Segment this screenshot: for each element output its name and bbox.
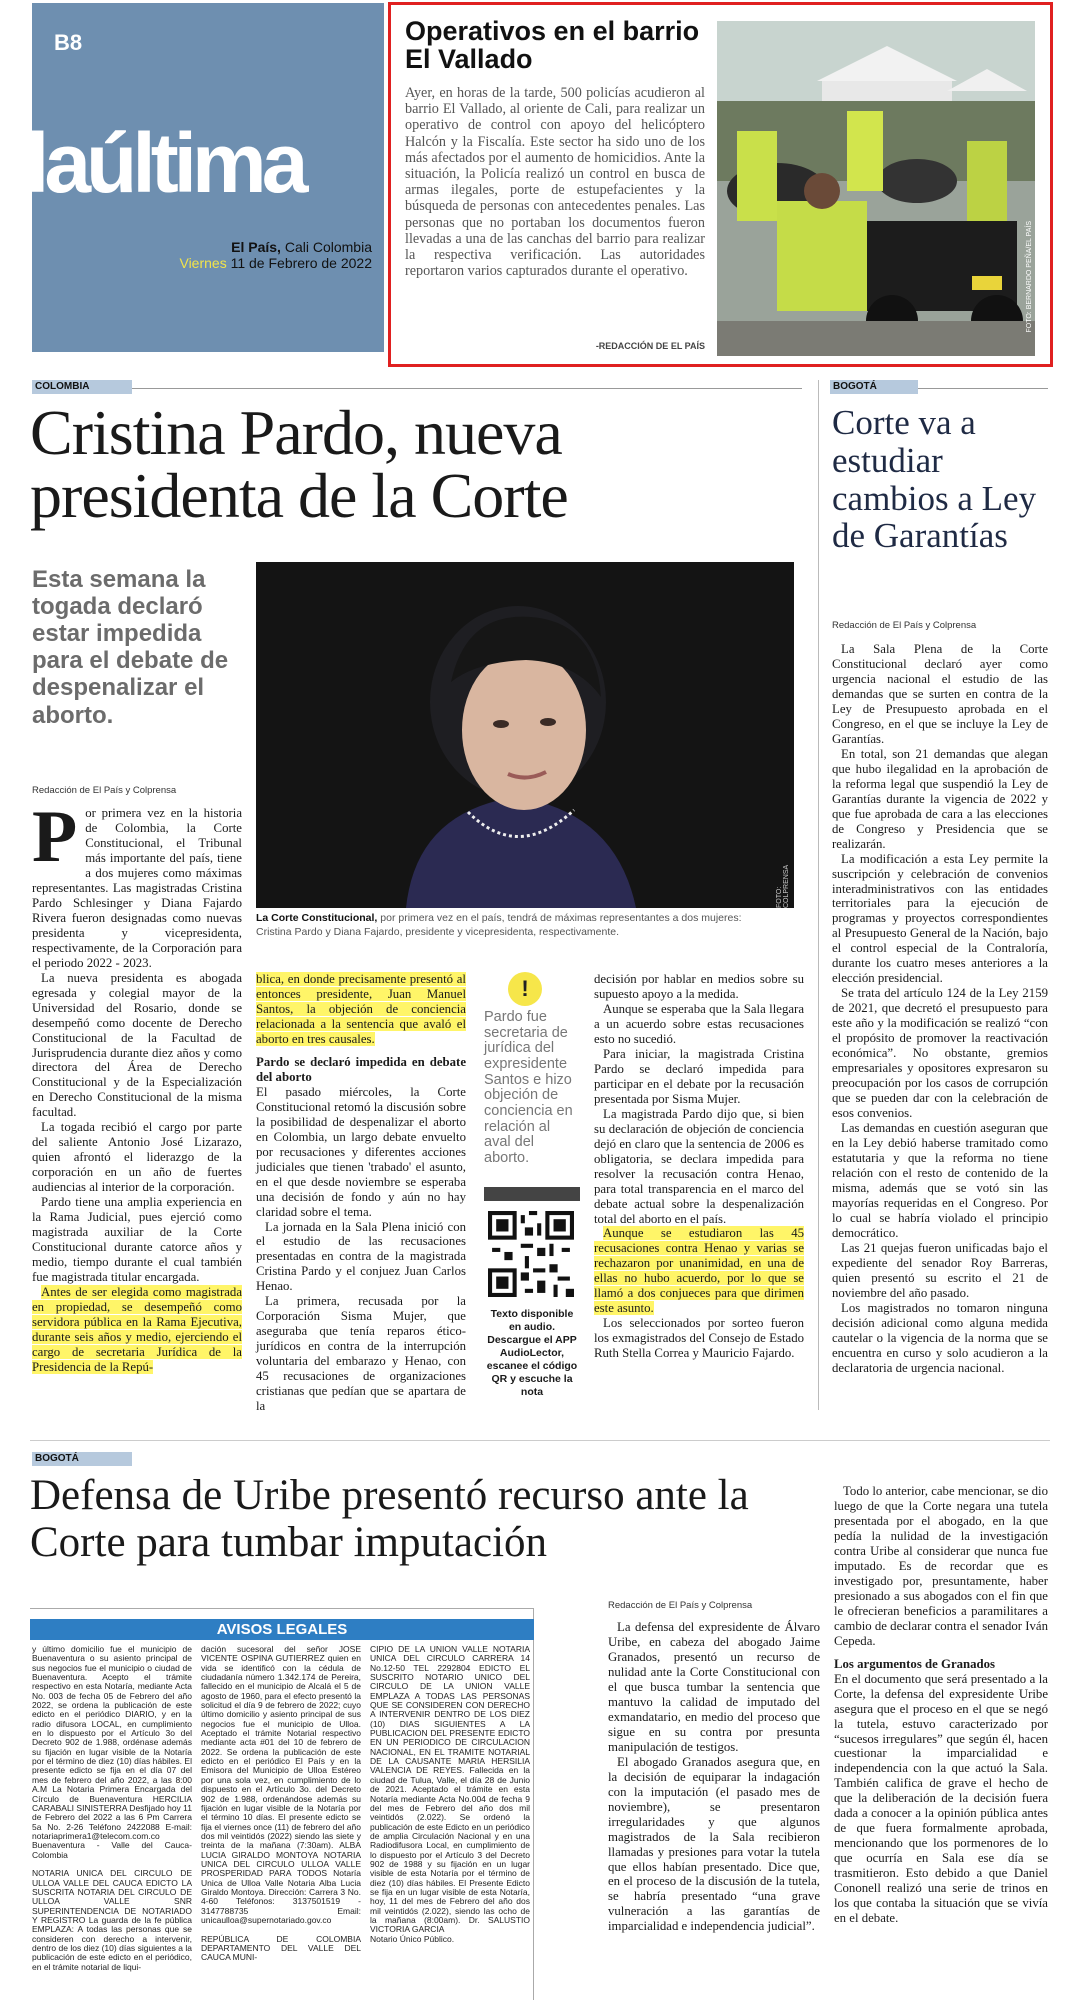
divider — [918, 388, 1048, 389]
paragraph: Se trata del artículo 124 de la Ley 2159 de 2021, que decretó el presupuesto para este año y la modificación se realizó “con el propósito de promover la reactivación económica”. No obstante, gremios empresariales y opositores expresaron su preocupación por los casos de corrupción que se pueden dar con la celebración de esos convenios. — [832, 986, 1048, 1121]
legal-notices — [30, 1608, 534, 2000]
paragraph: La jornada en la Sala Plena inició con el estudio de las recusaciones presentadas en contra de la magistrada Cristina Pardo y el conjuez Juan Carlos Henao. — [256, 1219, 466, 1294]
bottom-headline: Defensa de Uribe presentó recurso ante la Corte para tumbar imputación — [30, 1472, 749, 1567]
paragraph: Las demandas en cuestión aseguran que en la Ley debió haberse tramitado como estatutaria y que la reforma no tiene relación con el resto de contenido de la misma, además que se votó sin las mayorías requeridas en el Congreso. Por lo cual se habría violado el principio democrático. — [832, 1121, 1048, 1240]
paragraph: Todo lo anterior, cabe mencionar, se dio luego de que la Corte negara una tutela presentada por el abogado, en la que pedía la nulidad de la investigación contra Uribe al considerar que nunca fue imputado. Es de recordar que es investigado por, presuntamente, haber presionado a sus abogados con el fin que le ofrecieran beneficios a paramilitares a cambio de declarar contra el senador Iván Cepeda. — [834, 1484, 1048, 1648]
qr-instructions: Texto disponible en audio. Descargue el APP AudioLector, escanee el código QR y escuche la nota — [486, 1307, 578, 1399]
subheading: Los argumentos de Granados — [834, 1656, 996, 1671]
paragraph: La primera, recusada por la Corporación Sisma Mujer, que aseguraba que tenía reparos ético-jurídicos en contra de la interrupción voluntaria del embarazo y Henao, con 45 recusaciones de organizaciones cristianas que pedían que se apartara de la — [256, 1294, 466, 1414]
masthead — [26, 3, 384, 352]
paragraph: La nueva presidenta es abogada egresada y colegial mayor de la Universidad del Rosario, donde se desempeñó como docente de Derecho Constitucional de la Facultad de Jurisprudencia durante diez años y como directora del Área de Derecho Constitucional y de la Especialización en Derecho Constitucional de la misma facultad. — [32, 970, 242, 1120]
paragraph: El abogado Granados asegura que, en la decisión de equiparar la indagación con la imputación (el pasado mes de noviembre), se presentaron irregularidades y que algunos magistrados de la Sala recibieron llamadas y presiones para votar la tutela que ellos habían presentado. Dice que, en el proceso de la discusión de la tutela, se habría presentado “una grave vulneración a las garantías de imparcialidad e independencia judicial”. — [608, 1754, 820, 1934]
paragraph: En el documento que será presentado a la Corte, la defensa del expresidente Uribe asegura que el proceso en el que se negó la tutela, estuvo caracterizado por “sucesos irregulares” que según él, hacen cuestionar la imparcialidad e independencia con la que actuó la Sala. También califica de grave el hecho de que la deliberación de la decisión fuera dada a conocer a la opinión pública antes de que fuera formalmente aprobada, mencionando que los pormenores de lo que ocurría en Sala ese día se trasmitieron. Esto debido a que Daniel Cononell realizó una serie de trinos en los que contaba la situación que se vivía en el debate. — [834, 1671, 1048, 1926]
section-tag: BOGOTÁ — [32, 1452, 132, 1466]
byline: Redacción de El País y Colprensa — [608, 1600, 753, 1611]
highlighted-paragraph: Aunque se estudiaron las 45 recusaciones contra Henao y varias se rechazaron por unanimidad, en una de ellas no hubo acuerdo, por lo que se llamó a dos conjueces para que dirimen este asunto. — [594, 1226, 804, 1316]
box-title: Operativos en el barrio El Vallado — [405, 16, 700, 75]
legal-notice-column-2: dación sucesoral del señor JOSE VICENTE OSPINA GUTIERREZ quien en vida se identificó con la cédula de ciudadanía número 1.342.174 de Pereira, fallecido en el municipio de Alcalá el 5 de agosto de 1960, para el efecto presentó la solicitud el día 9 de febrero de 2022; cuyo último domicilio y asiento principal de sus negocios fue el municipio de Ulloa. Aceptado el trámite Notarial respectivo mediante acta #01 del 10 de febrero de 2022. Se ordena la publicación de este edicto en el periódico El País y en la Emisora del Municipio de Ulloa Estéreo por una sola vez, en cumplimiento de lo dispuesto en el Artículo 3o. del Decreto 902 de 1.988, ordenándose además su fijación en lugar visible de la Notaría por el término 10 días. El presente edicto se fija el viernes once (11) de febrero del año dos mil veintidós (2022) siendo las siete y treinta de la mañana (7:30am). ALBA LUCIA GIRALDO MONTOYA NOTARIA UNICA DEL CIRCULO ULLOA VALLE PROSPERIDAD PARA TODOS Notaría Unica de Ulloa Valle Notaria Alba Lucia Giraldo Montoya. Dirección: Carrera 3 No. 4-60 Teléfonos: 3137501519 - 3147788735 Email: unicaulloa@supernotariado.gov.co REPÚBLICA DE COLOMBIA DEPARTAMENTO DEL VALLE DEL CAUCA MUNI- — [201, 1645, 361, 1963]
photo-credit: FOTO: COLPRENSA — [776, 864, 790, 908]
photo-caption — [256, 912, 776, 939]
section-tag: COLOMBIA — [32, 380, 132, 394]
paragraph: La defensa del expresidente de Álvaro Uribe, en cabeza del abogado Jaime Granados, presentó un recurso de nulidad ante la Corte Constitucional con el que busca tumbar la sentencia que mantuvo la calidad de imputado del exmandatario, en medio del proceso que sigue en su contra por presunta manipulación de testigos. — [608, 1620, 820, 1754]
highlighted-paragraph: blica, en donde precisamente presentó al entonces presidente, Juan Manuel Santos, la objeción de conciencia relacionada a la sentencia que avaló el aborto en tres causales. — [256, 972, 466, 1046]
highlighted-paragraph: Antes de ser elegida como magistrada en propiedad, se desempeñó como servidora pública en la Rama Ejecutiva, durante seis años y medio, ejerciendo el cargo de secretaria Jurídica de la Presidencia de la Repú- — [32, 1285, 242, 1374]
section-logo: laúltima — [26, 116, 304, 210]
divider — [484, 1187, 580, 1201]
paragraph: La Sala Plena de la Corte Constitucional declaró ayer como urgencia nacional el estudio de las demandas que se surten en contra de la Ley de Presupuesto aprobada en el Congreso, en el que se incluye la Ley de Garantías. — [832, 642, 1048, 746]
main-column-1 — [32, 796, 242, 1375]
side-article-body — [832, 642, 1048, 1375]
subheading: Pardo se declaró impedida en debate del aborto — [256, 1054, 466, 1084]
legal-notice-column-1: y último domicilio fue el municipio de Buenaventura o su asiento principal de sus negocios fue el municipio o ciudad de Buenaventura. Acepto el trámite respectivo en esta Notaría, mediante Acta No. 003 de fecha 05 de Febrero del año 2022, se ordena la publicación de este edicto en el periódico DIARIO, y en la radio difusora LOCAL, en cumplimiento en lo dispuesto por el Artículo 3o del Decreto 902 de 1.988, ordénase además su fijación en lugar visible de la Notaría por el término de diez (10) días hábiles. El presente edicto se fija en el día 07 del mes de febrero del año 2022, a las 8:00 A.M La Notaria Primera Encargada del Círculo de Buenaventura HERCILIA CARABALI SINISTERRA Desfijado hoy 11 de Febrero del 2022 a las 6 Pm Carrera 5a No. 2-26 Teléfono 2422088 E-mail: notariaprimera1@telecom.com.co Buenaventura - Valle del Cauca- Colombia NOTARIA UNICA DEL CIRCULO DE ULLOA VALLE DEL CAUCA EDICTO LA SUSCRITA NOTARIA DEL CIRCULO DE ULLOA VALLE SNR SUPERINTENDENCIA DE NOTARIADO Y REGISTRO La guarda de la fe pública EMPLAZA: A todas las personas que se consideren con derecho a intervenir, dentro de los diez (10) días siguientes a la publicación de este edicto en el periódico, en el trámite notarial de liqui- — [32, 1645, 192, 1972]
paragraph: Para iniciar, la magistrada Cristina Pardo se declaró impedida para participar en el debate por la recusación presentada por Sisma Mujer. — [594, 1046, 804, 1106]
bottom-column-2 — [834, 1484, 1048, 1926]
legal-notice-column-3: CIPIO DE LA UNION VALLE NOTARIA UNICA DEL CIRCULO CARRERA 14 No.12-50 TEL 2292804 EDICTO EL SUSCRITO NOTARIO UNICO DEL CIRCULO DE LA UNION VALLE EMPLAZA A TODAS LAS PERSONAS QUE SE CONSIDEREN CON DERECHO A INTERVENIR DENTRO DE LOS DIEZ (10) DIAS SIGUIENTES A LA PUBLICACION DEL PRESENTE EDICTO EN UN PERIODICO DE CIRCULACION NACIONAL, EN EL TRAMITE NOTARIAL DE LA CAUSANTE MARIA HERSILIA VALENCIA DE REYES. Fallecida en la ciudad de Tulua, Valle, el día 28 de Junio de 2021. Aceptado el trámite en esta Notaría mediante Acta No.004 de fecha 9 del mes de Febrero del año dos mil veintidós (2.022). Se ordenó la publicación de este Edicto en un periódico de amplia Circulación Nacional y en una Radiodifusora Local, en cumplimiento de lo dispuesto por el Artículo 3 del Decreto 902 de 1988 y su fijación en un lugar visible de esta Notaría por el término de diez (10) días hábiles. El Presente Edicto se fija en un lugar visible de esta Notaría, hoy, 11 del mes de Febrero del año dos mil veintidós (2.022), siendo las ocho de la mañana (8:00am). Dr. SALUSTIO VICTORIA GARCIA Notario Único Público. — [370, 1645, 530, 1944]
paragraph: Las 21 quejas fueron unificadas bajo el expediente del senador Roy Barreras, quien presentó su escrito el 21 de noviembre del año pasado. — [832, 1240, 1048, 1300]
portrait-illustration — [256, 562, 794, 908]
issue-date: 11 de Febrero de 2022 — [230, 255, 372, 272]
side-headline: Corte va a estudiar cambios a Ley de Garantías — [832, 403, 1037, 556]
section-tag: BOGOTÁ — [830, 380, 918, 394]
police-operation-photo — [717, 21, 1035, 356]
paragraph: Los seleccionados por sorteo fueron los exmagistrados del Consejo de Estado Ruth Stella Correa y Mauricio Fajardo. — [594, 1316, 804, 1361]
police-photo-illustration — [717, 21, 1035, 356]
drop-cap: P — [32, 796, 78, 878]
main-column-2 — [256, 972, 466, 1414]
paragraph: Aunque se esperaba que la Sala llegara a un acuerdo sobre estas recusaciones esto no sucedió. — [594, 1001, 804, 1046]
pull-quote-column — [484, 972, 580, 1399]
pull-quote: Pardo fue secretaria de jurídica del expresidente Santos e hizo objeción de conciencia en relación al aval del aborto. — [484, 1009, 573, 1166]
box-byline: -REDACCIÓN DE EL PAÍS — [595, 341, 705, 351]
city: Cali Colombia — [284, 239, 372, 255]
box-text: Ayer, en horas de la tarde, 500 policías acudieron al barrio El Vallado, al oriente de Cali, para realizar un operativo de control con apoyo del helicóptero Halcón y la Fiscalía. Este sector ha sido uno de los más afectados por el aumento de homicidios. Ante la situación, la Policía realizó un control en busca de armas ilegales, porte de estupefacientes y la búsqueda de personas con antecedentes penales. Las personas que no portaban los documentos fueron llevadas a una de las canchas del barrio para realizar la respectiva verificación. Las autoridades reportaron varios capturados durante el operativo. — [405, 85, 705, 280]
paragraph: En total, son 21 demandas que alegan que hubo ilegalidad en la aprobación de la reforma legal que suspendió la Ley de Garantías durante la vigencia de 2022 y que fue aprobada de cara a las elecciones de Congreso y Presidencia que se realizarán. — [832, 746, 1048, 851]
publication-info — [179, 239, 372, 271]
paragraph: La magistrada Pardo dijo que, si bien su declaración de objeción de conciencia dejó en claro que la sentencia de 2006 es obligatoria, se declara impedida para resolver la recusación contra Henao, para total transparencia en el marco del debate actual sobre la despenalización total del aborto en el país. — [594, 1106, 804, 1226]
main-column-4 — [594, 972, 804, 1361]
column-divider — [818, 380, 819, 1410]
byline: Redacción de El País y Colprensa — [32, 785, 177, 796]
page-number: B8 — [54, 30, 83, 55]
weekday: Viernes — [179, 255, 227, 272]
paragraph: Los magistrados no tomaron ninguna decisión adicional como alguna medida cautelar o la vigencia de la norma que se encuentra en curso y solo acudieron a la declaratoria de urgencia nacional. — [832, 1300, 1048, 1375]
divider — [30, 1440, 1050, 1441]
featured-news-box — [388, 2, 1053, 367]
byline: Redacción de El País y Colprensa — [832, 620, 977, 631]
caption-lead: La Corte Constitucional, — [256, 912, 378, 924]
main-deck: Esta semana la togada declaró estar impedida para el debate de despenalizar el aborto. — [32, 566, 229, 729]
paragraph: La togada recibió el cargo por parte del saliente Antonio José Lizarazo, quien afrontó el liderazgo de la corporación en un año de fuertes audiencias al interior de la corporación. — [32, 1120, 242, 1195]
qr-code[interactable] — [488, 1211, 574, 1297]
paragraph: or primera vez en la historia de Colombia, la Corte Constitucional, el Tribunal más importante del país, tiene a dos mujeres como máximas representantes. Las magistradas Cristina Pardo Schlesinger y Diana Fajardo Rivera fueron designadas como nuevas presidenta y vicepresidenta, respectivamente, de la Corporación para el periodo 2022 - 2023. — [32, 806, 242, 970]
paragraph: El pasado miércoles, la Corte Constitucional retomó la discusión sobre la posibilidad de despenalizar el aborto en Colombia, un largo debate envuelto por recusaciones y diferentes acciones judiciales que tienen 'trabado' el asunto, en el que desde noviembre se esperaba una decisión de fondo y aún no hay claridad sobre el tema. — [256, 1084, 466, 1219]
photo-credit: FOTO: BERNARDO PEÑA/EL PAÍS — [1026, 221, 1033, 333]
paper-name: El País, — [231, 239, 281, 255]
exclamation-icon: ! — [508, 972, 542, 1006]
caption-text: por primera vez en el país, tendrá de máximas representantes a dos mujeres: Cristina Pardo y Diana Fajardo, presidente y vicepresidenta, respectivamente. — [256, 912, 742, 938]
legal-notices-header: AVISOS LEGALES — [30, 1619, 534, 1640]
bottom-column-1 — [608, 1620, 820, 1934]
paragraph: La modificación a esta Ley permite la suscripción y celebración de convenios interadministrativos con las entidades territoriales para la ejecución de programas y proyectos correspondientes al Presupuesto General de la Nación, bajo el control especial de la Contraloría, durante los cuatro meses anteriores a la elección presidencial. — [832, 851, 1048, 986]
judge-portrait-photo — [256, 562, 794, 908]
paragraph: Pardo tiene una amplia experiencia en la Rama Judicial, pues ejerció como magistrada auxiliar de la Corte Constitucional durante catorce años y medio, tiempo durante el cual también fue magistrada titular encargada. — [32, 1195, 242, 1285]
divider — [132, 388, 802, 389]
paragraph: decisión por hablar en medios sobre su supuesto apoyo a la medida. — [594, 972, 804, 1001]
main-headline: Cristina Pardo, nueva presidenta de la Corte — [30, 397, 568, 531]
